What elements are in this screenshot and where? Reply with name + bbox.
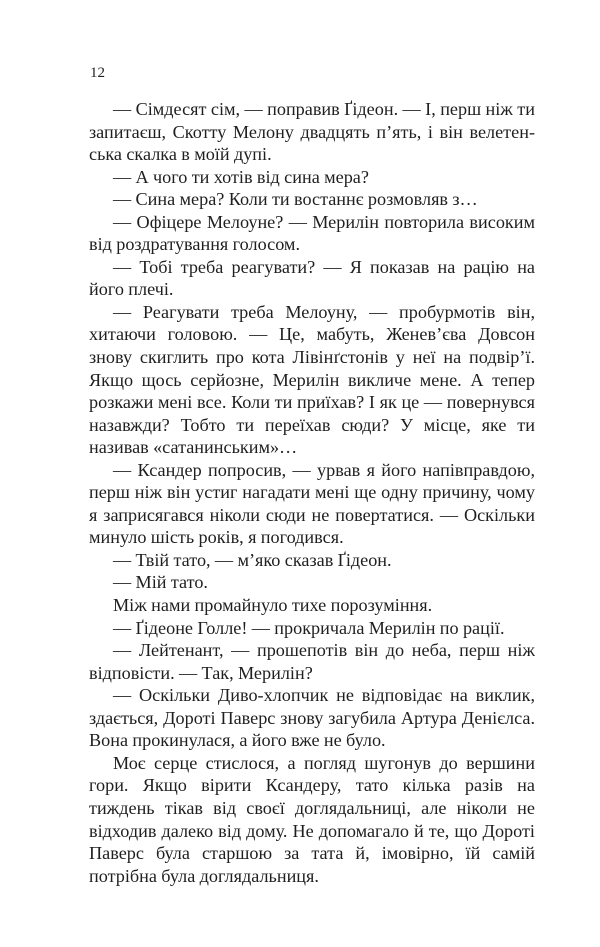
paragraph: — Реагувати треба Мелоуну, — пробурмотів він, хитаючи головою. — Це, мабуть, Женев’єва Довсон знову скиглить про кота Лівінґстонів у неї на подвір’ї. Якщо щось серйозне, Мерилін викличе мене. А тепер розкажи мені все. Коли ти приїхав? І як це — повернувся назавжди? Тобто ти переїхав сюди? У місце, яке ти називав «сатанинським»…	[89, 301, 535, 458]
page-number: 12	[90, 65, 105, 81]
paragraph: — Мій тато.	[113, 572, 208, 593]
paragraph: — Ксандер попросив, — урвав я його напівправдою, перш ніж він устиг нагадати мені ще одну причину, чому я заприсягався ніколи сюди не повертатися. — Оскільки минуло шість років, я погодився.	[89, 459, 535, 548]
paragraph: — Тобі треба реагувати? — Я показав на рацію на його плечі.	[89, 256, 535, 300]
paragraph: — Лейтенант, — прошепотів він до неба, перш ніж відповісти. — Так, Мерилін?	[89, 640, 535, 683]
paragraph: — А чого ти хотів від сина мера?	[113, 166, 369, 187]
paragraph: — Оскільки Диво-хлопчик не відповідає на виклик, здається, Дороті Паверс знову загубила Артура Денієлса. Вона прокинулася, а його вже не було.	[89, 685, 535, 751]
paragraph: Між нами промайнуло тихе порозуміння.	[113, 595, 433, 616]
paragraph: Моє серце стислося, а погляд шугонув до вершини гори. Якщо вірити Ксандеру, тато кілька разів на тиждень тікав від своєї доглядальниці, але ніколи не відходив далеко від дому. Не допомагало й те, що Дороті Паверс була старшою за тата й, імовірно, їй самій потрібна була доглядальниця.	[89, 752, 535, 886]
paragraph: — Сімдесят сім, — поправив Ґідеон. — І, перш ніж ти запитаєш, Скотту Мелону двадцять п’ять, і він велетенська скалка в моїй дупі.	[89, 99, 535, 165]
paragraph: — Сина мера? Коли ти востаннє розмовляв з…	[113, 189, 478, 210]
paragraph: — Офіцере Мелоуне? — Мерилін повторила високим від роздратування голосом.	[89, 211, 535, 255]
body-text	[89, 98, 535, 887]
paragraph: — Ґідеоне Голле! — прокричала Мерилін по рації.	[113, 617, 505, 638]
paragraph: — Твій тато, — м’яко сказав Ґідеон.	[113, 549, 392, 570]
